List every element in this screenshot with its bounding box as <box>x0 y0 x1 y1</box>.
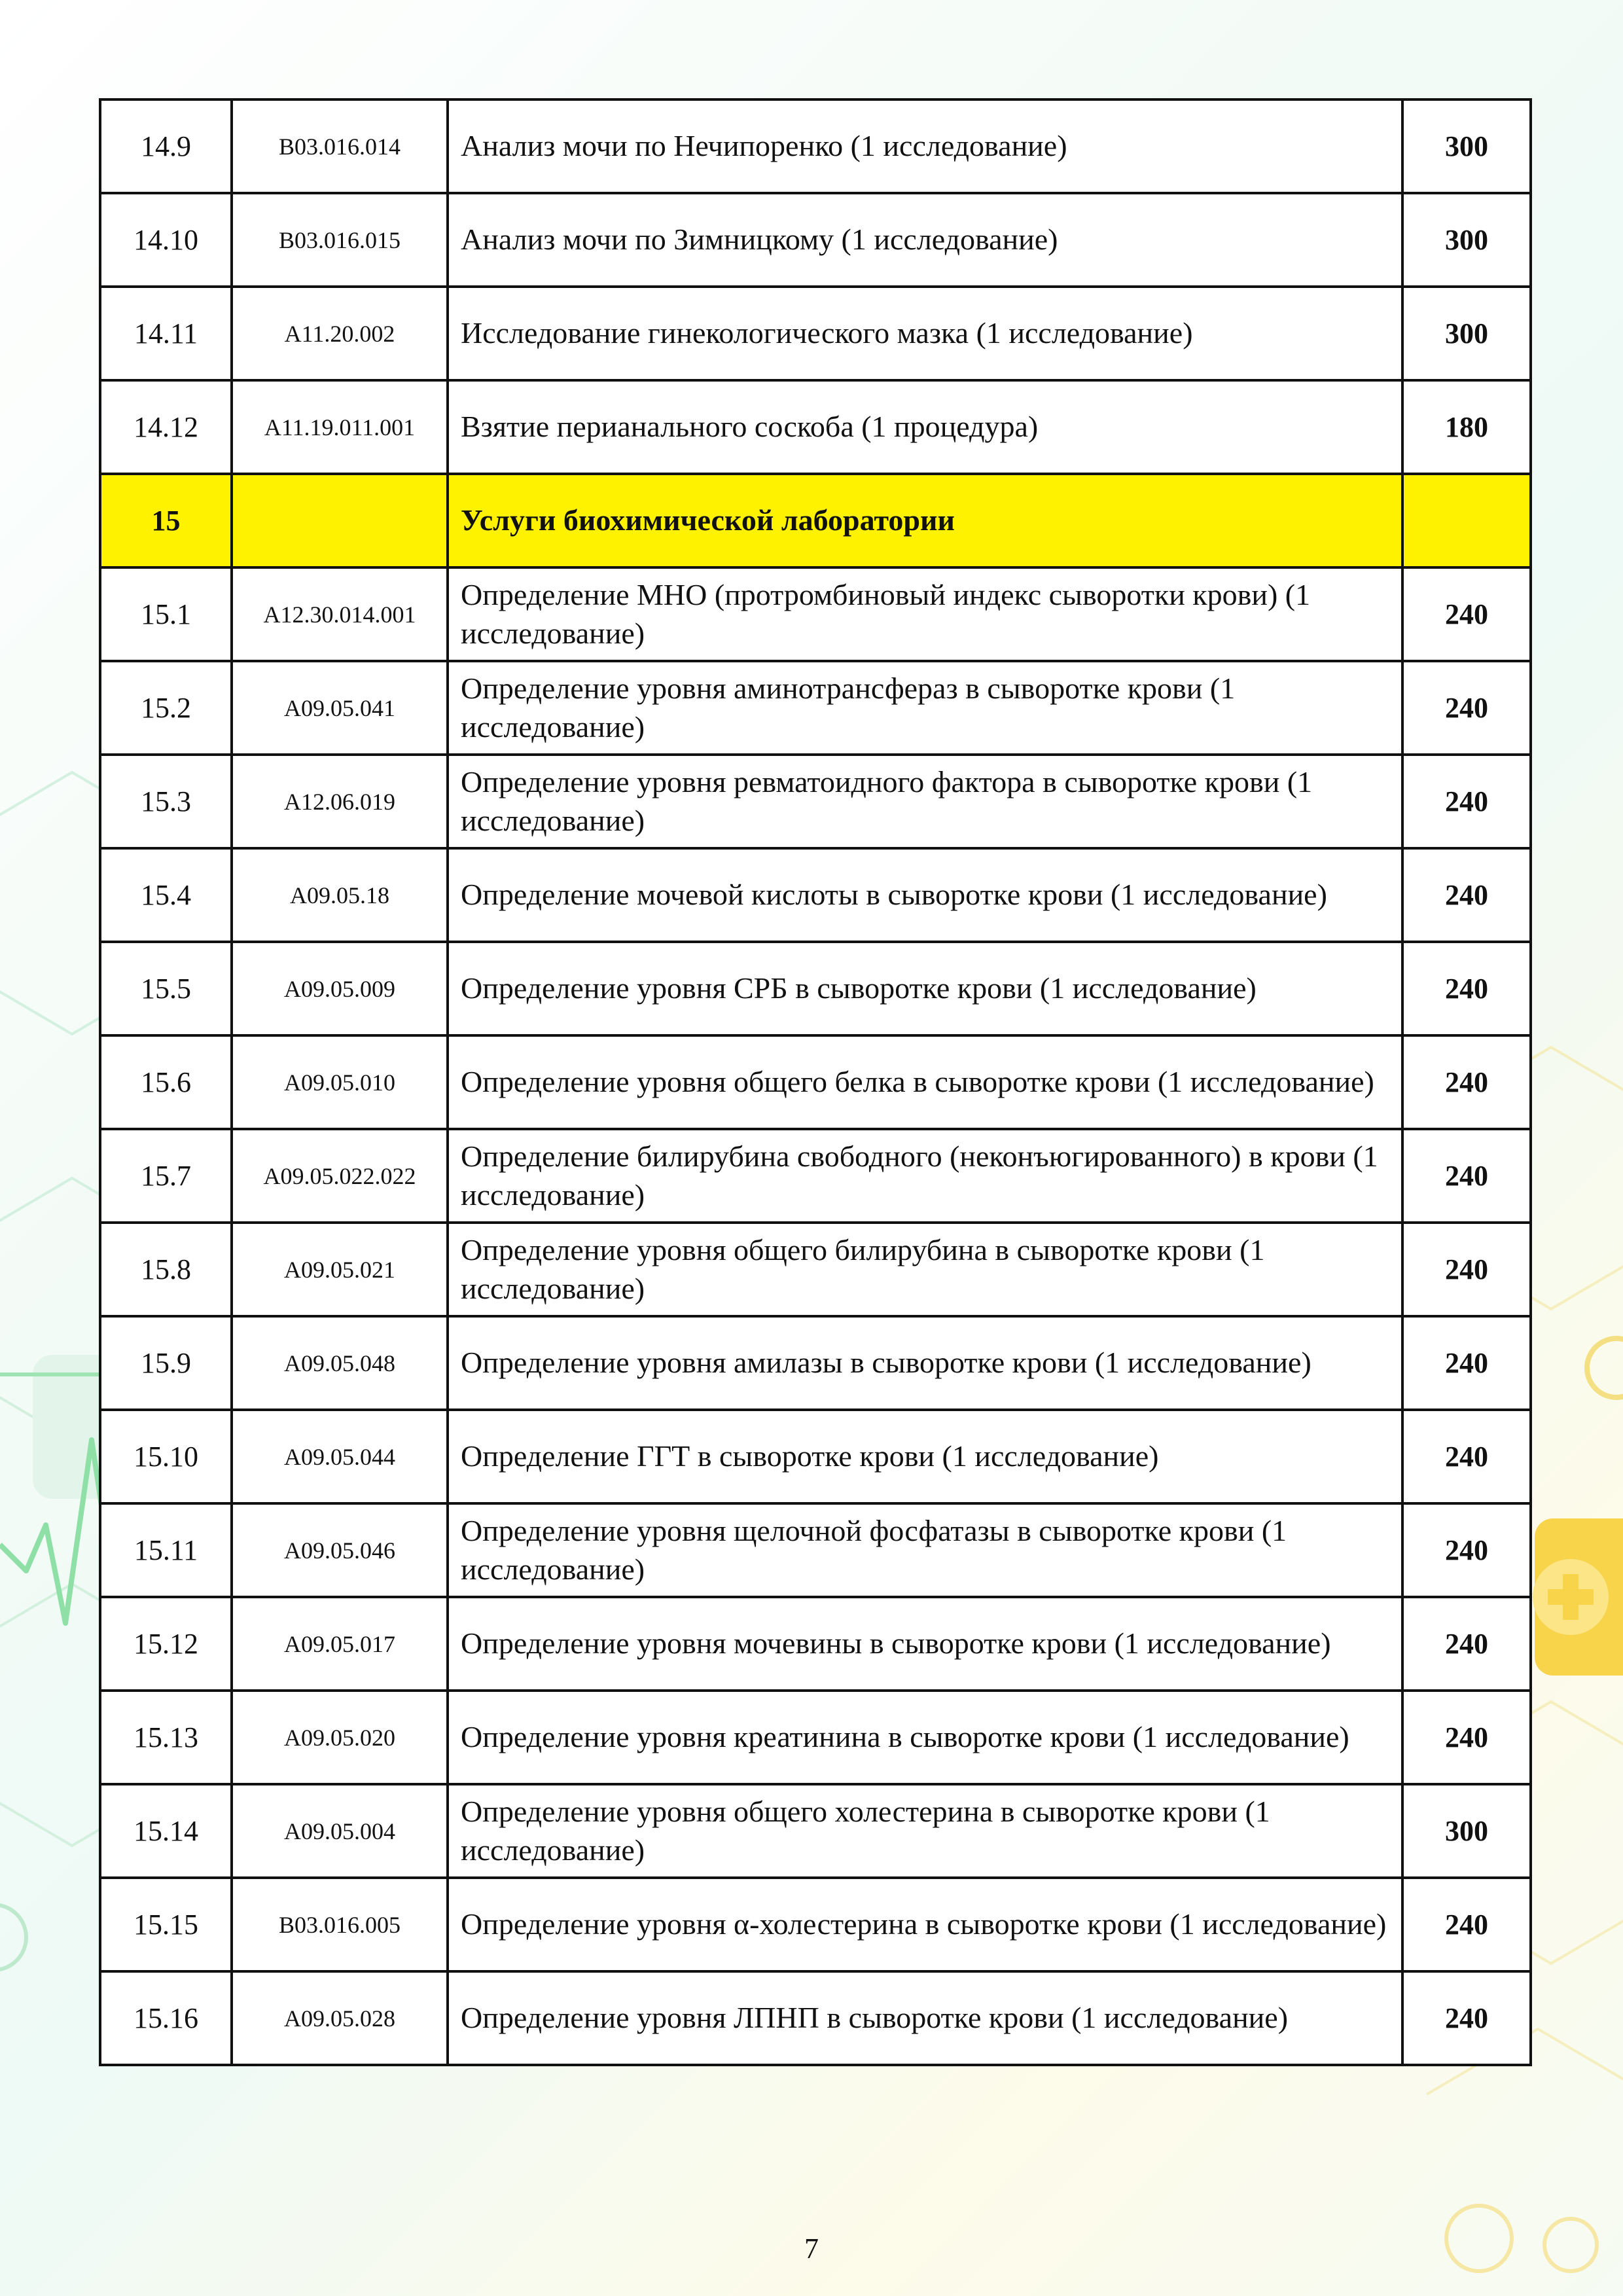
price-table-body <box>100 99 1531 2065</box>
price-cell: 240 <box>1402 1223 1531 1316</box>
service-code-cell: A09.05.009 <box>232 942 448 1035</box>
table-row <box>100 193 1531 287</box>
row-number-cell: 15.12 <box>100 1597 232 1691</box>
service-code-cell: A09.05.010 <box>232 1035 448 1129</box>
price-cell: 240 <box>1402 1035 1531 1129</box>
table-row <box>100 1691 1531 1784</box>
table-row <box>100 1223 1531 1316</box>
service-code-cell: A09.05.017 <box>232 1597 448 1691</box>
service-name-cell: Определение ГГТ в сыворотке крови (1 исследование) <box>448 1410 1402 1503</box>
service-name-cell: Определение уровня ревматоидного фактора в сыворотке крови (1 исследование) <box>448 755 1402 848</box>
table-row <box>100 848 1531 942</box>
price-cell: 240 <box>1402 567 1531 661</box>
row-number-cell: 15.4 <box>100 848 232 942</box>
table-row <box>100 1971 1531 2065</box>
table-row <box>100 661 1531 755</box>
service-code-cell <box>232 474 448 567</box>
price-cell: 240 <box>1402 1410 1531 1503</box>
row-number-cell: 15.15 <box>100 1878 232 1971</box>
table-row <box>100 755 1531 848</box>
table-row <box>100 942 1531 1035</box>
table-row <box>100 1410 1531 1503</box>
row-number-cell: 15.11 <box>100 1503 232 1597</box>
service-code-cell: A09.05.048 <box>232 1316 448 1410</box>
service-name-cell: Определение уровня аминотрансфераз в сыворотке крови (1 исследование) <box>448 661 1402 755</box>
price-cell: 240 <box>1402 1971 1531 2065</box>
price-table <box>99 98 1532 2066</box>
table-row <box>100 380 1531 474</box>
price-cell: 240 <box>1402 1503 1531 1597</box>
service-code-cell: A09.05.18 <box>232 848 448 942</box>
row-number-cell: 15.10 <box>100 1410 232 1503</box>
service-name-cell: Определение уровня мочевины в сыворотке крови (1 исследование) <box>448 1597 1402 1691</box>
price-cell: 240 <box>1402 755 1531 848</box>
service-name-cell: Определение билирубина свободного (неконъюгированного) в крови (1 исследование) <box>448 1129 1402 1223</box>
table-row <box>100 99 1531 193</box>
service-name-cell: Анализ мочи по Нечипоренко (1 исследование) <box>448 99 1402 193</box>
table-row <box>100 1316 1531 1410</box>
service-name-cell: Определение уровня ЛПНП в сыворотке крови (1 исследование) <box>448 1971 1402 2065</box>
row-number-cell: 15.13 <box>100 1691 232 1784</box>
row-number-cell: 15.6 <box>100 1035 232 1129</box>
service-name-cell: Определение уровня общего билирубина в сыворотке крови (1 исследование) <box>448 1223 1402 1316</box>
table-row <box>100 1035 1531 1129</box>
service-name-cell: Определение уровня α-холестерина в сыворотке крови (1 исследование) <box>448 1878 1402 1971</box>
service-code-cell: B03.016.015 <box>232 193 448 287</box>
price-cell: 300 <box>1402 193 1531 287</box>
service-code-cell: A12.30.014.001 <box>232 567 448 661</box>
service-name-cell: Определение уровня СРБ в сыворотке крови (1 исследование) <box>448 942 1402 1035</box>
price-cell: 300 <box>1402 1784 1531 1878</box>
row-number-cell: 15.1 <box>100 567 232 661</box>
service-code-cell: A09.05.041 <box>232 661 448 755</box>
table-row <box>100 1878 1531 1971</box>
service-name-cell: Определение уровня креатинина в сыворотке крови (1 исследование) <box>448 1691 1402 1784</box>
service-code-cell: A09.05.004 <box>232 1784 448 1878</box>
section-header-row <box>100 474 1531 567</box>
service-code-cell: A11.19.011.001 <box>232 380 448 474</box>
service-name-cell: Услуги биохимической лаборатории <box>448 474 1402 567</box>
service-name-cell: Определение мочевой кислоты в сыворотке крови (1 исследование) <box>448 848 1402 942</box>
service-name-cell: Определение уровня общего холестерина в сыворотке крови (1 исследование) <box>448 1784 1402 1878</box>
first-aid-kit-icon <box>1533 1518 1623 1676</box>
row-number-cell: 15.16 <box>100 1971 232 2065</box>
row-number-cell: 15.2 <box>100 661 232 755</box>
price-cell: 240 <box>1402 1597 1531 1691</box>
price-list-sheet <box>99 98 1529 2066</box>
row-number-cell: 14.11 <box>100 287 232 380</box>
price-cell: 300 <box>1402 287 1531 380</box>
service-code-cell: A09.05.046 <box>232 1503 448 1597</box>
price-cell: 240 <box>1402 661 1531 755</box>
price-cell: 240 <box>1402 1129 1531 1223</box>
row-number-cell: 15.9 <box>100 1316 232 1410</box>
price-cell: 240 <box>1402 1878 1531 1971</box>
service-name-cell: Анализ мочи по Зимницкому (1 исследование) <box>448 193 1402 287</box>
service-code-cell: A12.06.019 <box>232 755 448 848</box>
row-number-cell: 14.10 <box>100 193 232 287</box>
page-number: 7 <box>804 2233 819 2265</box>
price-cell: 240 <box>1402 1316 1531 1410</box>
service-name-cell: Исследование гинекологического мазка (1 исследование) <box>448 287 1402 380</box>
table-row <box>100 1503 1531 1597</box>
service-name-cell: Взятие перианального соскоба (1 процедура) <box>448 380 1402 474</box>
price-cell: 180 <box>1402 380 1531 474</box>
service-name-cell: Определение уровня общего белка в сыворотке крови (1 исследование) <box>448 1035 1402 1129</box>
service-code-cell: A09.05.028 <box>232 1971 448 2065</box>
service-name-cell: Определение уровня щелочной фосфатазы в сыворотке крови (1 исследование) <box>448 1503 1402 1597</box>
service-code-cell: B03.016.014 <box>232 99 448 193</box>
row-number-cell: 14.12 <box>100 380 232 474</box>
service-code-cell: A09.05.044 <box>232 1410 448 1503</box>
row-number-cell: 15.14 <box>100 1784 232 1878</box>
service-code-cell: A11.20.002 <box>232 287 448 380</box>
price-cell: 240 <box>1402 848 1531 942</box>
service-code-cell: A09.05.020 <box>232 1691 448 1784</box>
table-row <box>100 567 1531 661</box>
row-number-cell: 15.5 <box>100 942 232 1035</box>
price-cell <box>1402 474 1531 567</box>
service-code-cell: A09.05.022.022 <box>232 1129 448 1223</box>
service-name-cell: Определение МНО (протромбиновый индекс сыворотки крови) (1 исследование) <box>448 567 1402 661</box>
table-row <box>100 287 1531 380</box>
service-code-cell: B03.016.005 <box>232 1878 448 1971</box>
row-number-cell: 15 <box>100 474 232 567</box>
service-code-cell: A09.05.021 <box>232 1223 448 1316</box>
row-number-cell: 15.8 <box>100 1223 232 1316</box>
row-number-cell: 15.3 <box>100 755 232 848</box>
price-cell: 300 <box>1402 99 1531 193</box>
table-row <box>100 1597 1531 1691</box>
row-number-cell: 15.7 <box>100 1129 232 1223</box>
row-number-cell: 14.9 <box>100 99 232 193</box>
table-row <box>100 1784 1531 1878</box>
table-row <box>100 1129 1531 1223</box>
price-cell: 240 <box>1402 1691 1531 1784</box>
price-cell: 240 <box>1402 942 1531 1035</box>
service-name-cell: Определение уровня амилазы в сыворотке крови (1 исследование) <box>448 1316 1402 1410</box>
